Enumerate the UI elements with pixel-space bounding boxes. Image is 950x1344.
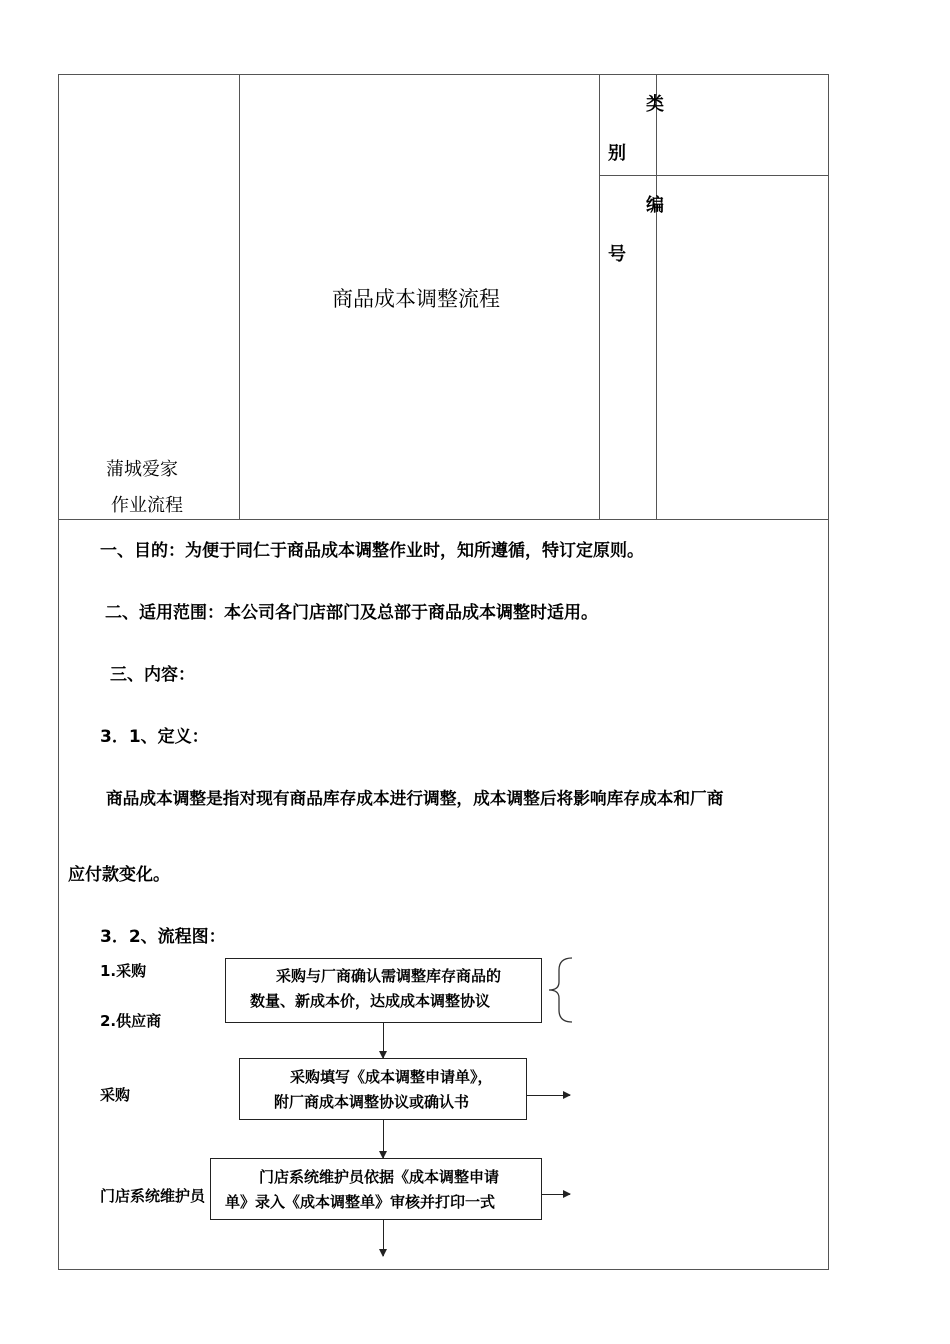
company-name: 蒲城爱家	[106, 459, 178, 480]
flow-step-2-line-2: 附厂商成本调整协议或确认书	[274, 1093, 470, 1111]
role-label-purchasing: 1.采购	[100, 962, 147, 980]
flow-arrow-2-to-3	[383, 1120, 384, 1158]
number-label-char-2: 号	[608, 244, 626, 265]
frame-header-divider	[58, 519, 829, 520]
frame-top-border	[58, 74, 829, 75]
flow-step-3-line-1: 门店系统维护员依据《成本调整申请	[259, 1168, 500, 1186]
content-heading: 三、内容：	[110, 665, 195, 685]
flow-step-2-line-1: 采购填写《成本调整申请单》，	[290, 1068, 493, 1086]
role-label-purchasing-2: 采购	[100, 1086, 131, 1104]
purpose-paragraph: 一、目的：为便于同仁于商品成本调整作业时，知所遵循，特订定原则。	[100, 541, 644, 561]
flow-step-2-box	[239, 1058, 527, 1120]
flow-step-2-side-arrow	[527, 1095, 570, 1096]
role-label-store-maintainer: 门店系统维护员	[100, 1187, 206, 1205]
header-col-divider-3	[656, 74, 657, 519]
document-title: 商品成本调整流程	[332, 287, 500, 311]
header-row-divider	[599, 175, 828, 176]
flow-step-3-side-arrow	[542, 1194, 570, 1195]
frame-right-border	[828, 74, 829, 1269]
number-label-char-1: 编	[646, 195, 664, 216]
flow-step-1-line-2: 数量、新成本价，达成成本调整协议	[250, 992, 491, 1010]
definition-heading: 3．1、定义：	[100, 727, 209, 747]
flow-arrow-3-down	[383, 1220, 384, 1256]
role-label-supplier: 2.供应商	[100, 1012, 162, 1030]
definition-line-2: 应付款变化。	[68, 865, 170, 885]
header-col-divider-1	[239, 74, 240, 519]
brace-icon	[545, 956, 575, 1024]
flow-step-1-box	[225, 958, 542, 1023]
header-col-divider-2	[599, 74, 600, 519]
frame-bottom-border	[58, 1269, 829, 1270]
category-label-char-1: 类	[646, 94, 664, 115]
scope-paragraph: 二、适用范围：本公司各门店部门及总部于商品成本调整时适用。	[105, 603, 598, 623]
flow-arrow-1-to-2	[383, 1023, 384, 1058]
flow-step-3-box	[210, 1158, 542, 1220]
flow-step-3-line-2: 单》录入《成本调整单》审核并打印一式	[225, 1193, 496, 1211]
category-label-char-2: 别	[608, 143, 626, 164]
flow-step-1-line-1: 采购与厂商确认需调整库存商品的	[276, 967, 502, 985]
definition-line-1: 商品成本调整是指对现有商品库存成本进行调整，成本调整后将影响库存成本和厂商	[106, 788, 724, 808]
document-kind: 作业流程	[111, 495, 183, 516]
flow-heading: 3．2、流程图：	[100, 927, 226, 947]
frame-left-border	[58, 74, 59, 1269]
